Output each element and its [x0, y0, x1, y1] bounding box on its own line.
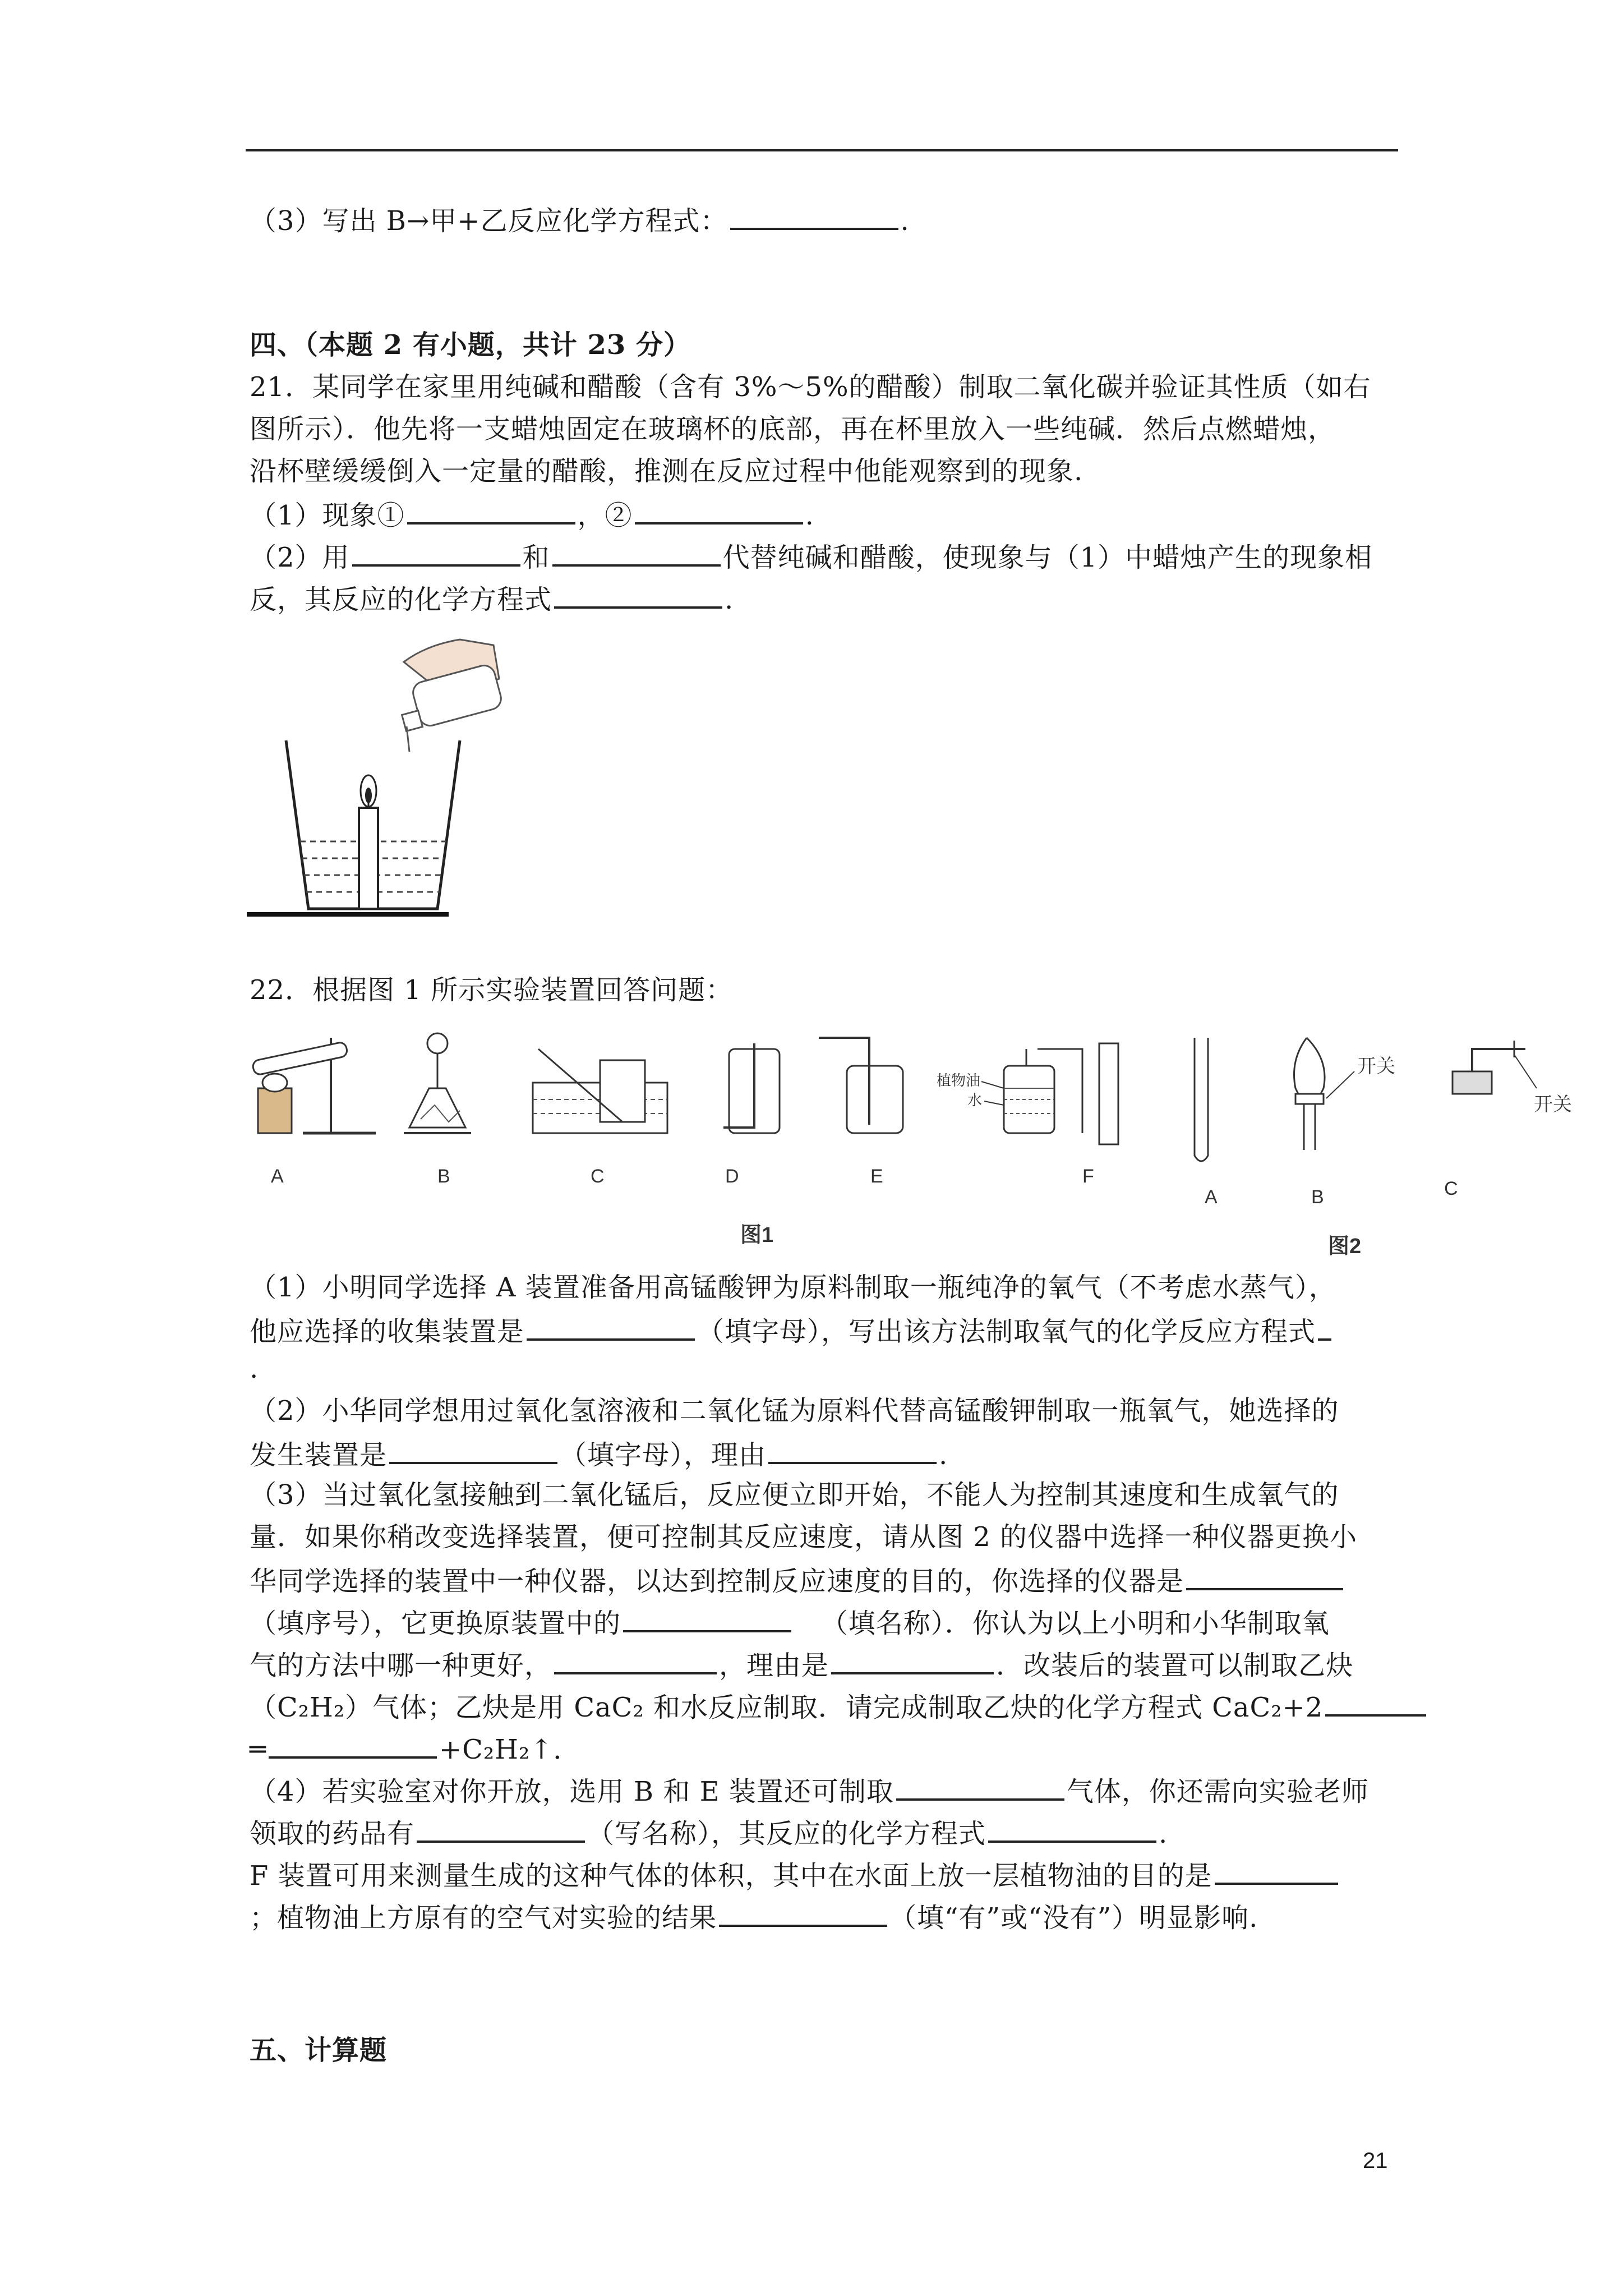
- oil-label: 植物油: [937, 1073, 981, 1089]
- answer-blank[interactable]: [1318, 1313, 1331, 1341]
- answer-blank[interactable]: [407, 496, 575, 524]
- fig1-label-a: A: [271, 1166, 284, 1187]
- q22-part4-line1: （4）若实验室对你开放，选用 B 和 E 装置还可制取 气体，你还需向实验老师: [250, 1773, 1369, 1809]
- answer-blank[interactable]: [623, 1604, 791, 1632]
- q22-part1-line2: 他应选择的收集装置是 （填字母），写出该方法制取氧气的化学反应方程式: [250, 1313, 1334, 1349]
- apparatus-f: [937, 1043, 1118, 1144]
- apparatus-c: [533, 1049, 667, 1133]
- fig1-label-c: C: [591, 1166, 605, 1187]
- q22-part3-line2: 量．如果你稍改变选择装置，便可控制其反应速度，请从图 2 的仪器中选择一种仪器更换小: [250, 1521, 1358, 1553]
- q22-part4-line4: ；植物油上方原有的空气对实验的结果 （填“有”或“没有”）明显影响.: [250, 1899, 1258, 1935]
- q22-part3-line3: 华同学选择的装置中一种仪器，以达到控制反应速度的目的，你选择的仪器是: [250, 1562, 1345, 1598]
- q22-part3-line4: （填序号），它更换原装置中的 （填名称）．你认为以上小明和小华制取氧: [250, 1604, 1330, 1640]
- apparatus-b: [404, 1033, 471, 1133]
- answer-blank[interactable]: [988, 1815, 1156, 1843]
- fig2-separatory-funnel: [1294, 1038, 1396, 1150]
- q22-part2-line1: （2）小华同学想用过氧化氢溶液和二氧化锰为原料代替高锰酸钾制取一瓶氧气，她选择的: [250, 1395, 1339, 1427]
- candle-beaker-figure: [247, 628, 505, 931]
- answer-blank[interactable]: [1215, 1857, 1338, 1885]
- fig2-label-c: C: [1444, 1178, 1458, 1199]
- answer-blank[interactable]: [269, 1731, 437, 1759]
- q22-part3-line6: （C₂H₂）气体；乙炔是用 CaC₂ 和水反应制取．请完成制取乙炔的化学方程式 CaC₂+2: [250, 1688, 1428, 1724]
- answer-blank[interactable]: [1325, 1688, 1426, 1717]
- answer-blank[interactable]: [635, 496, 803, 524]
- q22-part3-line1: （3）当过氧化氢接触到二氧化锰后，反应便立即开始，不能人为控制其速度和生成氧气的: [250, 1479, 1339, 1511]
- water-label: 水: [967, 1092, 983, 1109]
- q22-part1-line3: .: [250, 1353, 259, 1384]
- switch-label: 开关: [1357, 1055, 1395, 1078]
- answer-blank[interactable]: [352, 539, 520, 567]
- fig1-caption: 图1: [740, 1223, 774, 1247]
- apparatus-d: [723, 1043, 780, 1133]
- answer-blank[interactable]: [554, 1646, 717, 1674]
- q22-part3-line7: ═ +C₂H₂↑．: [250, 1731, 580, 1766]
- apparatus-figures: [241, 1027, 1610, 1262]
- q21-part1: （1）现象① ，② .: [250, 496, 814, 532]
- answer-blank[interactable]: [730, 202, 898, 230]
- fig1-label-d: D: [725, 1166, 739, 1187]
- q22-part3-line5: 气的方法中哪一种更好， ，理由是 ．改装后的装置可以制取乙炔: [250, 1646, 1353, 1682]
- answer-blank[interactable]: [417, 1815, 585, 1843]
- section5-title: 五、计算题: [250, 2035, 388, 2066]
- fig2-label-b: B: [1311, 1186, 1324, 1208]
- section4-title: 四、（本题 2 有小题，共计 23 分）: [250, 329, 691, 361]
- q21-part2: （2）用 和 代替纯碱和醋酸，使现象与（1）中蜡烛产生的现象相: [250, 539, 1372, 574]
- answer-blank[interactable]: [831, 1646, 994, 1674]
- fig2-stopper-valve: [1453, 1041, 1572, 1116]
- answer-blank[interactable]: [552, 539, 721, 567]
- q22-part4-line3: F 装置可用来测量生成的这种气体的体积，其中在水面上放一层植物油的目的是: [250, 1857, 1340, 1893]
- page-number: 21: [1363, 2148, 1388, 2173]
- apparatus-a: [252, 1038, 376, 1133]
- apparatus-e: [819, 1038, 903, 1133]
- fig2-label-a: A: [1205, 1186, 1218, 1208]
- fig1-label-e: E: [870, 1166, 883, 1187]
- q21-part2-line2: 反，其反应的化学方程式 .: [250, 581, 734, 616]
- q20-part3: （3）写出 B→甲+乙反应化学方程式： .: [250, 202, 910, 238]
- fig1-label-f: F: [1082, 1166, 1094, 1187]
- answer-blank[interactable]: [554, 581, 722, 609]
- switch-label: 开关: [1534, 1093, 1572, 1116]
- q22-part1-line1: （1）小明同学选择 A 装置准备用高锰酸钾为原料制取一瓶纯净的氧气（不考虑水蒸气），: [250, 1272, 1336, 1303]
- q22-intro: 22．根据图 1 所示实验装置回答问题：: [250, 974, 734, 1006]
- answer-blank[interactable]: [719, 1899, 887, 1927]
- q21-line3: 沿杯壁缓缓倒入一定量的醋酸，推测在反应过程中他能观察到的现象.: [250, 455, 1083, 487]
- answer-blank[interactable]: [768, 1436, 937, 1464]
- q21-line1: 21．某同学在家里用纯碱和醋酸（含有 3%～5%的醋酸）制取二氧化碳并验证其性质（如右: [250, 371, 1371, 403]
- answer-blank[interactable]: [527, 1313, 695, 1341]
- header-rule: [246, 149, 1398, 151]
- q22-part2-line2: 发生装置是 （填字母），理由 .: [250, 1436, 948, 1472]
- fig1-label-b: B: [437, 1166, 450, 1187]
- answer-blank[interactable]: [389, 1436, 557, 1464]
- q21-line2: 图所示）．他先将一支蜡烛固定在玻璃杯的底部，再在杯里放入一些纯碱．然后点燃蜡烛，: [250, 413, 1336, 445]
- fig2-test-tube: [1195, 1038, 1208, 1161]
- fig2-caption: 图2: [1328, 1235, 1362, 1258]
- answer-blank[interactable]: [896, 1773, 1064, 1801]
- answer-blank[interactable]: [1186, 1562, 1343, 1590]
- q22-part4-line2: 领取的药品有 （写名称），其反应的化学方程式 .: [250, 1815, 1168, 1851]
